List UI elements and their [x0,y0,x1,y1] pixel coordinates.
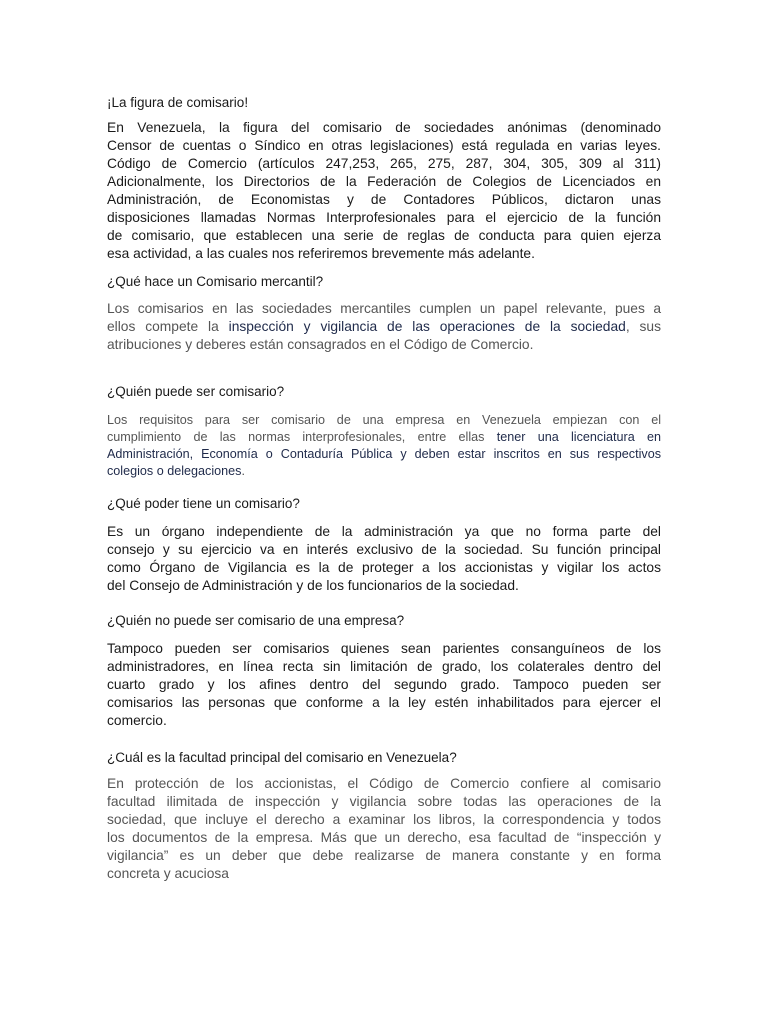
paragraph-line: Administración, Economía o Contaduría Pública y deben estar inscritos en sus respectivos [107,447,661,461]
paragraph-line [107,319,661,337]
paragraph-line: Administración, de Economistas y de Contadores Públicos, dictaron unas [107,192,661,207]
highlighted-text: inspección y vigilancia de las operaciones de la sociedad [228,319,626,334]
paragraph-text: . [241,464,245,478]
paragraph-line: de comisario, que establecen una serie de reglas de conducta para quien ejerza [107,228,661,243]
paragraph-line: consejo y su ejercicio va en interés exclusivo de la sociedad. Su función principal [107,542,661,557]
paragraph-line: los documentos de la empresa. Más que un derecho, esa facultad de “inspección y [107,830,661,845]
paragraph-line: Código de Comercio (artículos 247,253, 265, 275, 287, 304, 305, 309 al 311) [107,156,661,171]
section-heading: ¡La figura de comisario! [107,95,249,110]
section-paragraph [107,776,661,884]
paragraph-line: esa actividad, a las cuales nos referiremos brevemente más adelante. [107,246,535,261]
paragraph-line [107,464,661,481]
paragraph-text: ellos compete la [107,319,229,334]
paragraph-text: , sus [625,319,661,334]
paragraph-text: cumplimiento de las normas interprofesionales, entre ellas [107,430,497,444]
paragraph-line: Los requisitos para ser comisario de una empresa en Venezuela empiezan con el [107,413,661,427]
highlighted-text: colegios o delegaciones [107,464,242,478]
section-heading: ¿Quién puede ser comisario? [107,384,285,399]
section-heading: ¿Qué poder tiene un comisario? [107,496,300,511]
paragraph-line: del Consejo de Administración y de los funcionarios de la sociedad. [107,578,519,593]
paragraph-line: Censor de cuentas o Síndico en otras legislaciones) está regulada en varias leyes. [107,138,661,153]
paragraph-line: facultad ilimitada de inspección y vigilancia sobre todas las operaciones de la [107,794,661,809]
section-paragraph [107,301,661,355]
section-paragraph [107,641,661,731]
paragraph-line [107,430,661,447]
paragraph-line: Tampoco pueden ser comisarios quienes sean parientes consanguíneos de los [107,641,661,656]
section-heading: ¿Quién no puede ser comisario de una empresa? [107,613,405,628]
paragraph-line: En protección de los accionistas, el Código de Comercio confiere al comisario [107,776,661,791]
paragraph-line: Es un órgano independiente de la administración ya que no forma parte del [107,524,661,539]
section-heading: ¿Cuál es la facultad principal del comisario en Venezuela? [107,750,457,765]
section-paragraph [107,120,661,264]
paragraph-line: sociedad, que incluye el derecho a examinar los libros, la correspondencia y todos [107,812,661,827]
paragraph-line: disposiciones llamadas Normas Interprofesionales para el ejercicio de la función [107,210,661,225]
section-heading: ¿Qué hace un Comisario mercantil? [107,274,324,289]
paragraph-line: como Órgano de Vigilancia es la de proteger a los accionistas y vigilar los actos [107,560,661,575]
paragraph-line: comisarios las personas que conforme a la ley estén inhabilitados para ejercer el [107,695,661,710]
section-paragraph [107,524,661,596]
paragraph-line: Adicionalmente, los Directorios de la Federación de Colegios de Licenciados en [107,174,661,189]
paragraph-line: vigilancia” es un deber que debe realizarse de manera constante y en forma [107,848,661,863]
paragraph-line: Los comisarios en las sociedades mercantiles cumplen un papel relevante, pues a [107,301,661,316]
paragraph-line: comercio. [107,713,167,728]
paragraph-line: En Venezuela, la figura del comisario de sociedades anónimas (denominado [107,120,661,135]
paragraph-line: atribuciones y deberes están consagrados en el Código de Comercio. [107,337,534,352]
paragraph-line: cuarto grado y los afines dentro del segundo grado. Tampoco pueden ser [107,677,661,692]
paragraph-line: administradores, en línea recta sin limitación de grado, los colaterales dentro del [107,659,661,674]
paragraph-line: concreta y acuciosa [107,866,229,881]
section-paragraph [107,413,661,481]
highlighted-text: tener una licenciatura en [496,430,661,444]
